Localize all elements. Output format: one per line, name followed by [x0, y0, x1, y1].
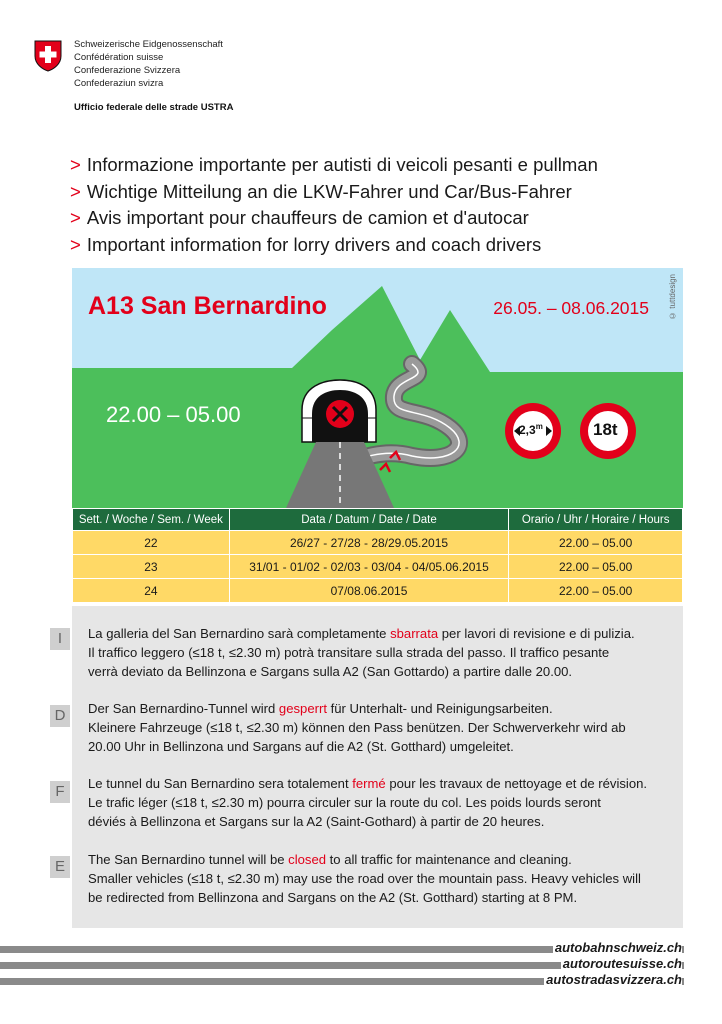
headline-text: Avis important pour chauffeurs de camion et d'autocar: [86, 207, 529, 228]
poster-dates: 26.05. – 08.06.2015: [493, 298, 649, 318]
note-line: verrà deviato da Bellinzona e Sargans sulla A2 (San Gottardo) a partire dalle 20.00.: [88, 664, 573, 679]
footer-link-de[interactable]: autobahnschweiz.ch: [554, 940, 682, 955]
language-tag-fr: F: [50, 781, 70, 803]
height-unit: m: [535, 422, 543, 431]
note-line: [88, 850, 678, 869]
table-row: [73, 579, 683, 603]
schedule-table: [72, 508, 683, 603]
headline-de: [70, 179, 690, 206]
hours-cell: 22.00 – 05.00: [509, 531, 683, 555]
note-highlight: sbarrata: [390, 626, 439, 641]
note-line: 20.00 Uhr in Bellinzona und Sargans auf die A2 (St. Gotthard) umgeleitet.: [88, 739, 514, 754]
design-credit: © tuttdesign: [668, 274, 677, 320]
note-text: pour les travaux de nettoyage et de révision.: [385, 776, 648, 791]
arrow-icon: >: [70, 180, 81, 202]
confederation-names: [74, 38, 223, 90]
headline-text: Important information for lorry drivers and coach drivers: [86, 233, 542, 255]
table-row: [73, 531, 683, 555]
confederation-name-it: Confederazione Svizzera: [74, 65, 181, 76]
footer-link-fr[interactable]: autoroutesuisse.ch: [562, 956, 682, 971]
column-header-week: Sett. / Woche / Sem. / Week: [73, 509, 230, 531]
weight-limit-label: 18t: [593, 420, 618, 439]
office-name: Ufficio federale delle strade USTRA: [74, 102, 234, 113]
note-highlight: gesperrt: [278, 701, 327, 716]
headline-text: Informazione importante per autisti di veicoli pesanti e pullman: [86, 154, 598, 175]
note-fr: [88, 774, 678, 831]
poster-title: A13 San Bernardino: [88, 292, 327, 320]
arrow-icon: >: [70, 207, 81, 228]
headline-en: [70, 232, 690, 259]
footer-link-it[interactable]: autostradasvizzera.ch: [546, 972, 682, 987]
header: [34, 38, 334, 118]
note-line: be redirected from Bellinzona and Sargans on the A2 (St. Gotthard) starting at 8 PM.: [88, 890, 578, 905]
language-tag-it: I: [50, 628, 70, 650]
note-text: The San Bernardino tunnel will be: [88, 852, 289, 867]
note-line: [88, 774, 678, 793]
note-line: Smaller vehicles (≤18 t, ≤2.30 m) may use the road over the mountain pass. Heavy vehicles will: [88, 871, 641, 886]
note-text: La galleria del San Bernardino sarà completamente: [88, 626, 391, 641]
note-line: Kleinere Fahrzeuge (≤18 t, ≤2.30 m) können den Pass benützen. Der Schwerverkehr wird ab: [88, 720, 626, 735]
note-highlight: closed: [288, 852, 327, 867]
hours-cell: 22.00 – 05.00: [509, 579, 683, 603]
headline-it: [70, 152, 690, 179]
headline-text: Wichtige Mitteilung an die LKW-Fahrer und Car/Bus-Fahrer: [86, 180, 572, 202]
height-value: 2,3: [519, 423, 536, 437]
note-text: per lavori di revisione e di pulizia.: [438, 626, 635, 641]
note-line: Il traffico leggero (≤18 t, ≤2.30 m) potrà transitare sulla strada del passo. Il traffico pesante: [88, 645, 610, 660]
week-cell: 22: [73, 531, 230, 555]
height-limit-label: [519, 422, 543, 437]
date-cell: 31/01 - 01/02 - 02/03 - 03/04 - 04/05.06.2015: [229, 555, 509, 579]
footer: [0, 940, 722, 990]
note-de: [88, 699, 678, 756]
swiss-coat-of-arms-icon: [34, 40, 62, 72]
arrow-icon: >: [70, 154, 81, 175]
week-cell: 24: [73, 579, 230, 603]
confederation-name-fr: Confédération suisse: [74, 52, 164, 63]
note-text: für Unterhalt- und Reinigungsarbeiten.: [326, 701, 553, 716]
note-line: déviés à Bellinzona et Sargans sur la A2 (Saint-Gothard) à partir de 20 heures.: [88, 814, 545, 829]
note-highlight: fermé: [352, 776, 386, 791]
week-cell: 23: [73, 555, 230, 579]
column-header-date: Data / Datum / Date / Date: [229, 509, 509, 531]
note-text: Der San Bernardino-Tunnel wird: [88, 701, 279, 716]
note-text: to all traffic for maintenance and cleaning.: [326, 852, 572, 867]
notes-panel: [72, 606, 683, 928]
note-en: [88, 850, 678, 907]
arrow-icon: >: [70, 233, 81, 255]
column-header-hours: Orario / Uhr / Horaire / Hours: [509, 509, 683, 531]
poster-hours: 22.00 – 05.00: [106, 402, 241, 427]
date-cell: 07/08.06.2015: [229, 579, 509, 603]
note-line: [88, 699, 678, 718]
headlines: [70, 152, 690, 258]
headline-fr: [70, 205, 690, 232]
confederation-name-rm: Confederaziun svizra: [74, 78, 164, 89]
confederation-name-de: Schweizerische Eidgenossenschaft: [74, 39, 223, 50]
language-tag-de: D: [50, 705, 70, 727]
schedule-header-row: [73, 509, 683, 531]
date-cell: 26/27 - 27/28 - 28/29.05.2015: [229, 531, 509, 555]
closure-poster: [72, 268, 683, 508]
table-row: [73, 555, 683, 579]
note-it: [88, 624, 678, 681]
note-line: [88, 624, 678, 643]
language-tag-en: E: [50, 856, 70, 878]
hours-cell: 22.00 – 05.00: [509, 555, 683, 579]
note-text: Le tunnel du San Bernardino sera totalement: [88, 776, 353, 791]
note-line: Le trafic léger (≤18 t, ≤2.30 m) pourra circuler sur la route du col. Les poids lourds seront: [88, 795, 601, 810]
